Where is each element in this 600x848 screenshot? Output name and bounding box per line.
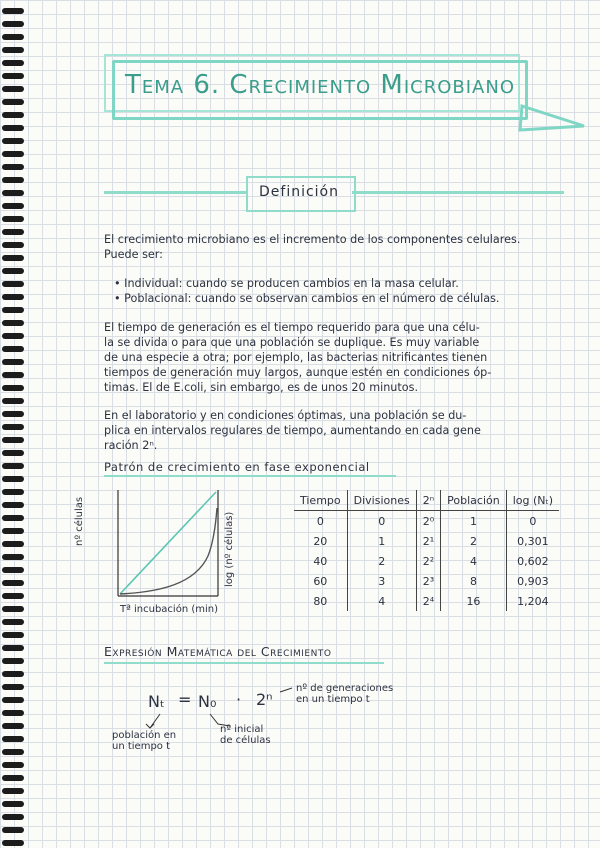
- table-header-tiempo: Tiempo: [294, 490, 347, 511]
- spiral-ring: [2, 359, 24, 365]
- spiral-ring: [2, 398, 24, 404]
- spiral-ring: [2, 255, 24, 261]
- spiral-ring: [2, 502, 24, 508]
- note-inicial: nº inicial: [220, 724, 264, 735]
- table-cell: 60: [313, 574, 328, 588]
- spiral-ring: [2, 229, 24, 235]
- spiral-ring: [2, 723, 24, 729]
- title-ribbon: [500, 102, 590, 134]
- spiral-ring: [2, 203, 24, 209]
- table-cell: 0: [316, 514, 324, 528]
- table-cell: 3: [347, 571, 416, 591]
- spiral-ring: [2, 801, 24, 807]
- spiral-ring: [2, 411, 24, 417]
- spiral-ring: [2, 580, 24, 586]
- spiral-ring: [2, 385, 24, 391]
- table-cell: 20: [313, 534, 328, 548]
- spiral-ring: [2, 840, 24, 846]
- table-row: [294, 531, 559, 551]
- spiral-ring: [2, 749, 24, 755]
- table-cell: 4: [347, 591, 416, 611]
- spiral-ring: [2, 281, 24, 287]
- table-cell: 0: [506, 511, 559, 532]
- log-growth-line: [120, 492, 216, 594]
- table-header-2n: 2ⁿ: [416, 490, 440, 511]
- spiral-ring: [2, 827, 24, 833]
- growth-table: [294, 490, 559, 611]
- paragraph-2-line: de una especie a otra; por ejemplo, las bacterias nitrificantes tienen: [104, 351, 488, 364]
- spiral-ring: [2, 775, 24, 781]
- math-expression-underline: [104, 662, 384, 664]
- spiral-ring: [2, 346, 24, 352]
- paragraph-3-line: ración 2ⁿ.: [104, 439, 158, 452]
- paragraph-3-line: En el laboratorio y en condiciones óptimas, una población se du-: [104, 409, 467, 422]
- paragraph-2-line: tiempos de generación muy largos, aunque estén en condiciones óp-: [104, 366, 492, 379]
- chart-x-label: Tª incubación (min): [120, 604, 218, 615]
- note-generaciones-2: en un tiempo t: [296, 694, 370, 705]
- spiral-ring: [2, 619, 24, 625]
- table-header-divisiones: Divisiones: [347, 490, 416, 511]
- spiral-ring: [2, 60, 24, 66]
- definition-heading: Definición: [259, 184, 339, 200]
- spiral-ring: [2, 476, 24, 482]
- spiral-ring: [2, 645, 24, 651]
- spiral-ring: [2, 242, 24, 248]
- spiral-ring: [2, 125, 24, 131]
- formula-dot: ·: [236, 690, 242, 709]
- table-cell: 0,602: [506, 551, 559, 571]
- spiral-ring: [2, 8, 24, 14]
- paragraph-2-line: timas. El de E.coli, sin embargo, es de unos 20 minutos.: [104, 381, 419, 394]
- table-cell: 2⁴: [416, 591, 440, 611]
- spiral-ring: [2, 463, 24, 469]
- table-cell: 0: [347, 511, 416, 532]
- table-header-poblacion: Población: [441, 490, 507, 511]
- spiral-ring: [2, 658, 24, 664]
- spiral-ring: [2, 528, 24, 534]
- formula-nt: Nₜ: [148, 692, 165, 711]
- growth-pattern-underline: [104, 475, 396, 477]
- page-title: Tema 6. Crecimiento Microbiano: [124, 70, 516, 100]
- heading-line-left: [104, 191, 246, 194]
- spiral-ring: [2, 736, 24, 742]
- spiral-ring: [2, 424, 24, 430]
- spiral-ring: [2, 437, 24, 443]
- intro-line-1: El crecimiento microbiano es el incremento de los componentes celulares.: [104, 233, 521, 246]
- table-cell: 2: [347, 551, 416, 571]
- spiral-ring: [2, 151, 24, 157]
- spiral-ring: [2, 450, 24, 456]
- spiral-ring: [2, 632, 24, 638]
- intro-line-2: Puede ser:: [104, 248, 163, 261]
- table-cell: 0,301: [506, 531, 559, 551]
- table-header-row: [294, 490, 559, 511]
- exponential-growth-curve: [120, 508, 217, 594]
- spiral-ring: [2, 190, 24, 196]
- spiral-ring: [2, 333, 24, 339]
- growth-pattern-heading: Patrón de crecimiento en fase exponencial: [104, 460, 370, 474]
- note-poblacion-2: un tiempo t: [112, 741, 171, 752]
- spiral-ring: [2, 710, 24, 716]
- formula-equals: =: [178, 690, 192, 709]
- spiral-ring: [2, 73, 24, 79]
- spiral-ring: [2, 814, 24, 820]
- spiral-ring: [2, 515, 24, 521]
- spiral-ring: [2, 294, 24, 300]
- table-cell: 2³: [416, 571, 440, 591]
- spiral-ring: [2, 112, 24, 118]
- spiral-ring: [2, 671, 24, 677]
- paragraph-3-line: plica en intervalos regulares de tiempo, aumentando en cada gene: [104, 424, 481, 437]
- spiral-ring: [2, 307, 24, 313]
- spiral-ring: [2, 762, 24, 768]
- spiral-ring: [2, 684, 24, 690]
- table-row: [294, 511, 559, 532]
- spiral-binding: [0, 0, 30, 848]
- spiral-ring: [2, 593, 24, 599]
- bullet-poblacional: • Poblacional: cuando se observan cambios en el número de células.: [114, 292, 500, 305]
- table-row: [294, 571, 559, 591]
- bullet-individual: • Individual: cuando se producen cambios en la masa celular.: [114, 277, 459, 290]
- chart-y-left-label: nº células: [74, 496, 85, 546]
- note-poblacion: población en: [112, 730, 177, 741]
- table-cell: 2¹: [416, 531, 440, 551]
- math-expression-heading: Expresión Matemática del Crecimiento: [104, 644, 332, 659]
- formula-2n: 2ⁿ: [256, 690, 273, 709]
- paragraph-2-line: la se divida o para que una población se duplique. Es muy variable: [104, 336, 480, 349]
- spiral-ring: [2, 567, 24, 573]
- heading-line-right: [352, 191, 564, 194]
- table-cell: 2²: [416, 551, 440, 571]
- spiral-ring: [2, 606, 24, 612]
- table-cell: 1: [347, 531, 416, 551]
- formula-n0: N₀: [198, 692, 217, 711]
- spiral-ring: [2, 268, 24, 274]
- spiral-ring: [2, 541, 24, 547]
- table-header-log: log (Nₜ): [506, 490, 559, 511]
- table-cell: 1,204: [506, 591, 559, 611]
- table-row: [294, 591, 559, 611]
- spiral-ring: [2, 47, 24, 53]
- table-cell: 16: [441, 591, 507, 611]
- paragraph-2-line: El tiempo de generación es el tiempo requerido para que una célu-: [104, 321, 480, 334]
- chart-y-right-label: log (nº células): [224, 511, 235, 587]
- table-cell: 0,903: [506, 571, 559, 591]
- spiral-ring: [2, 86, 24, 92]
- table-cell: 40: [313, 554, 328, 568]
- table-cell: 1: [441, 511, 507, 532]
- table-cell: 4: [441, 551, 507, 571]
- spiral-ring: [2, 99, 24, 105]
- spiral-ring: [2, 21, 24, 27]
- spiral-ring: [2, 697, 24, 703]
- table-cell: 80: [313, 594, 328, 608]
- table-cell: 2: [441, 531, 507, 551]
- table-cell: 2⁰: [416, 511, 440, 532]
- note-inicial-2: de células: [220, 735, 271, 746]
- spiral-ring: [2, 320, 24, 326]
- spiral-ring: [2, 554, 24, 560]
- table-cell: 8: [441, 571, 507, 591]
- spiral-ring: [2, 164, 24, 170]
- spiral-ring: [2, 34, 24, 40]
- spiral-ring: [2, 216, 24, 222]
- spiral-ring: [2, 138, 24, 144]
- note-generaciones: nº de generaciones: [296, 683, 394, 694]
- spiral-ring: [2, 489, 24, 495]
- spiral-ring: [2, 788, 24, 794]
- spiral-ring: [2, 177, 24, 183]
- table-row: [294, 551, 559, 571]
- spiral-ring: [2, 372, 24, 378]
